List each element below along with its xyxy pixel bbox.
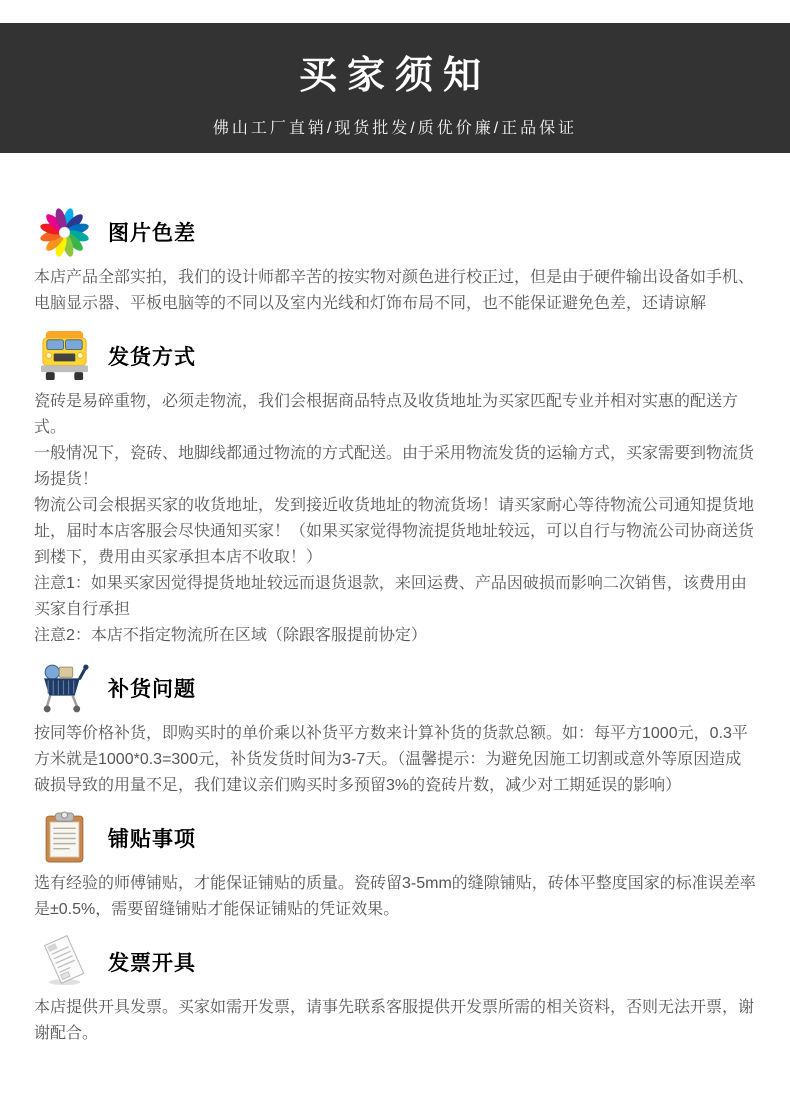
shopping-cart-icon [38, 661, 91, 714]
section-body [34, 265, 756, 317]
section-title: 发货方式 [108, 345, 196, 369]
buyer-notice-banner [0, 23, 790, 153]
section-header [38, 935, 756, 988]
section-body [34, 721, 756, 799]
delivery-truck-icon [38, 329, 91, 382]
section-title: 补货问题 [108, 677, 196, 701]
section-tiling-notes [34, 811, 756, 923]
paragraph: 本店提供开具发票。买家如需开发票，请事先联系客服提供开发票所需的相关资料，否则无法开票，谢谢配合。 [34, 999, 755, 1042]
section-body [34, 995, 756, 1047]
paragraph: 按同等价格补货，即购买时的单价乘以补货平方数来计算补货的货款总额。如：每平方1000元，0.3平方米就是1000*0.3=300元，补货发货时间为3-7天。（温馨提示：为避免因施工切割或意外等原因造成破损导致的用量不足，我们建议亲们购买时多预留3%的瓷砖片数，减少对工期延误的影响） [34, 725, 748, 794]
page-subtitle: 佛山工厂直销/现货批发/质优价廉/正品保证 [212, 120, 578, 137]
section-title: 图片色差 [108, 221, 196, 245]
invoice-receipt-icon [38, 935, 91, 988]
paragraph: 物流公司会根据买家的收货地址，发到接近收货地址的物流货场！请买家耐心等待物流公司通知提货地址，届时本店客服会尽快通知买家！（如果买家觉得物流提货地址较远，可以自行与物流公司协商送货到楼下，费用由买家承担本店不收取！） [34, 497, 755, 566]
color-wheel-flower-icon [38, 205, 91, 258]
paragraph: 注意2：本店不指定物流所在区域（除跟客服提前协定） [34, 627, 427, 644]
clipboard-icon [38, 811, 91, 864]
section-body [34, 389, 756, 649]
section-header [38, 329, 756, 382]
paragraph: 注意1：如果买家因觉得提货地址较远而退货退款，来回运费、产品因破损而影响二次销售，该费用由买家自行承担 [34, 575, 747, 618]
paragraph: 瓷砖是易碎重物，必须走物流，我们会根据商品特点及收货地址为买家匹配专业并相对实惠的配送方式。 [34, 393, 739, 436]
section-header [38, 205, 756, 258]
paragraph: 选有经验的师傅铺贴，才能保证铺贴的质量。瓷砖留3-5mm的缝隙铺贴，砖体平整度国家的标准误差率是±0.5%，需要留缝铺贴才能保证铺贴的凭证效果。 [34, 875, 756, 918]
notice-sections [0, 153, 790, 1099]
section-title: 铺贴事项 [108, 827, 196, 851]
paragraph: 一般情况下，瓷砖、地脚线都通过物流的方式配送。由于采用物流发货的运输方式，买家需要到物流货场提货！ [34, 445, 755, 488]
section-color-difference [34, 205, 756, 317]
section-header [38, 661, 756, 714]
section-header [38, 811, 756, 864]
section-invoice [34, 935, 756, 1047]
page-title: 买家须知 [298, 55, 491, 97]
section-body [34, 871, 756, 923]
section-replenishment [34, 661, 756, 799]
section-shipping-method [34, 329, 756, 649]
section-title: 发票开具 [108, 951, 196, 975]
paragraph: 本店产品全部实拍，我们的设计师都辛苦的按实物对颜色进行校正过，但是由于硬件输出设备如手机、电脑显示器、平板电脑等的不同以及室内光线和灯饰布局不同，也不能保证避免色差，还请谅解 [34, 269, 755, 312]
